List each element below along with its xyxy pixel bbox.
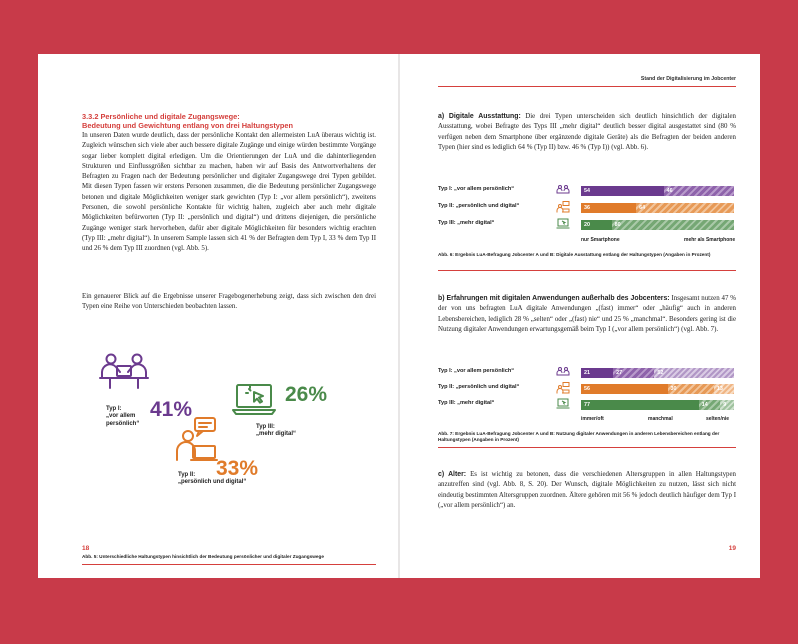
body-paragraph-1: In unseren Daten wurde deutlich, dass der persönliche Kontakt den allermeisten LuA überaus wichtig ist. Zugleich wünschen sich viele aber auch bessere digitale Zugänge und einige würden bestimmte Vorgänge sogar lieber komplett digital erledigen. Um die Orientierungen der LuA und die dahinterliegenden Strukturen und Einflussgrößen sichtbar zu machen, haben wir auf Basis des Antwortverhaltens der Befragten zu Fragen nach der Bedeutung persönlicher und digitaler Zugangswege drei Typen gebildet. Mit diesen Typen fassen wir erstens Personen zusammen, die die Bedeutung persönlicher Zugangswege betonen und digitale Möglichkeiten weniger stark gewichten (Typ I: „vor allem persönlich“), zweitens Personen, die sowohl persönliche Kontakte für wichtig halten, zugleich aber auch mehr digitale Möglichkeiten befürworten (Typ II: „persönlich und digital“) und drittens diejenigen, die persönliche Zugänge weniger stark hervorheben, dafür aber digitale Möglichkeiten für besonders wichtig erachten (Typ III: „mehr digital“). In unserem Sample lassen sich 41 % der Befragten dem Typ I, 33 % dem Typ II und 26 % dem Typ III zuordnen (vgl. Abb. 5). [82, 132, 376, 253]
chart7-bar [581, 400, 734, 410]
chart7-bar-segment: 56 [581, 384, 668, 394]
chart6-bar [581, 203, 734, 213]
chart6-bar [581, 186, 734, 196]
section-b-label: b) Erfahrungen mit digitalen Anwendungen außerhalb des Jobcenters: [438, 295, 670, 302]
chart7-category-label: Typ I: „vor allem persönlich“ [438, 368, 515, 374]
person-chat-icon [556, 201, 570, 213]
chart6-row-typ1 [438, 184, 734, 196]
section-b-body: Insgesamt nutzen 47 % der von uns befragten LuA digitale Anwendungen „(fast) immer“ oder „häufig“ auch in anderen Lebensbereichen, lediglich 28 % „selten“ oder „(fast) nie“ und 25 % „manchmal“. Besonders gering ist die Nutzung digitaler Anwendungen erwartungsgemäß beim Typ I („vor allem persönlich“) (vgl. Abb. 7). [438, 295, 737, 333]
chart7-row-typ1 [438, 366, 734, 378]
section-heading-line2: Bedeutung und Gewichtung entlang von drei Haltungstypen [82, 121, 294, 131]
chart7-bar [581, 368, 734, 378]
chart6-row-typ3 [438, 218, 734, 230]
chart7-legend-0: immer/oft [581, 416, 604, 422]
figure-6-caption: Abb. 6: Ergebnis LuA-Befragung Jobcenter A und B: Digitale Ausstattung entlang der Haltungstypen (Angaben in Prozent) [438, 252, 711, 257]
type3-label [256, 424, 296, 439]
chart7-bar [581, 384, 734, 394]
type3-label-b: „mehr digital“ [256, 431, 297, 438]
type1-percent: 41% [150, 398, 193, 421]
laptop-cursor-icon [556, 218, 570, 230]
section-a-body: Die drei Typen unterscheiden sich deutlich hinsichtlich der digitalen Ausstattung, wobei Befragte des Typs III „mehr digital“ deutlich besser digital ausgestattet sind (80 % verfügen neben dem Smartphone über ergänzende digitale Geräte) als die Befragten der beiden anderen Typen (hier sind es lediglich 64 % (Typ II) bzw. 46 % (Typ I)) (vgl. Abb. 6). [438, 113, 736, 151]
chart6-bar-segment: 20 [581, 220, 612, 230]
right-page [400, 54, 760, 578]
figure-5-caption: Abb. 5: Unterschiedliche Haltungstypen hinsichtlich der Bedeutung persönlicher und digitaler Zugangswege [82, 554, 324, 559]
chart6-legend-1: mehr als Smartphone [684, 237, 736, 243]
caption7-rule [438, 447, 736, 448]
left-page [38, 54, 398, 578]
person-chat-icon [556, 382, 570, 394]
chart7-row-typ3 [438, 398, 734, 410]
chart7-bar-segment: 14 [699, 400, 720, 410]
section-heading-line1: 3.3.2 Persönliche und digitale Zugangswege: [82, 112, 240, 121]
page-number-left: 18 [82, 545, 90, 552]
chart7-legend-2: selten/nie [706, 416, 730, 422]
meeting-people-icon [556, 184, 570, 196]
type2-label-a: Typ II: [178, 472, 196, 478]
chart6-category-label: Typ III: „mehr digital“ [438, 220, 495, 226]
chart7-bar-segment: 27 [613, 368, 654, 378]
section-a-text [438, 112, 736, 153]
chart7-category-label: Typ III: „mehr digital“ [438, 400, 495, 406]
meeting-people-icon [98, 350, 150, 390]
chart6-row-typ2 [438, 201, 734, 213]
chart6-category-label: Typ I: „vor allem persönlich“ [438, 186, 515, 192]
chart7-bar-segment: 77 [581, 400, 699, 410]
person-chat-icon [175, 416, 219, 462]
section-heading [82, 112, 376, 131]
chart7-bar-segment: 52 [654, 368, 734, 378]
laptop-cursor-icon [556, 398, 570, 410]
caption-rule [82, 564, 376, 565]
chart7-category-label: Typ II: „persönlich und digital“ [438, 384, 520, 390]
type3-percent: 26% [285, 383, 328, 406]
figure-7-caption: Abb. 7: Ergebnis LuA-Befragung Jobcenter A und B: Nutzung digitaler Anwendungen in anderen Lebensbereichen entlang der Haltungstypen (Angaben in Prozent) [438, 431, 720, 442]
running-head-rule [438, 86, 736, 87]
chart6-bar-segment: 64 [636, 203, 734, 213]
chart6-bar-segment: 80 [612, 220, 734, 230]
chart7-legend-1: manchmal [648, 416, 673, 422]
type1-label-b: „vor allem [106, 413, 136, 420]
chart6-bar [581, 220, 734, 230]
laptop-cursor-icon [232, 382, 276, 416]
figure-5 [82, 344, 376, 494]
chart6-bar-segment: 46 [664, 186, 734, 196]
section-b-text [438, 294, 736, 335]
chart7-bar-segment: 30 [668, 384, 714, 394]
chart-abb7 [438, 366, 736, 436]
type3-label-a: Typ III: [256, 424, 275, 430]
section-c-label: c) Alter: [438, 471, 467, 478]
chart7-bar-segment: 21 [581, 368, 613, 378]
chart7-row-typ2 [438, 382, 734, 394]
chart6-category-label: Typ II: „persönlich und digital“ [438, 203, 520, 209]
type2-label-b: „persönlich und digital“ [178, 479, 247, 486]
section-c-text [438, 470, 736, 511]
type1-label-c: persönlich“ [106, 420, 140, 427]
type1-label [106, 406, 139, 428]
chart6-bar-segment: 36 [581, 203, 636, 213]
chart6-legend-0: nur Smartphone [581, 237, 620, 243]
meeting-people-icon [556, 366, 570, 378]
caption6-rule [438, 270, 736, 271]
type2-percent: 33% [216, 457, 259, 480]
chart7-bar-segment: 13 [714, 384, 734, 394]
type1-label-a: Typ I: [106, 406, 122, 412]
running-head: Stand der Digitalisierung im Jobcenter [640, 76, 736, 82]
body-paragraph-2: Ein genauerer Blick auf die Ergebnisse unserer Fragebogenerhebung zeigt, dass sich zwischen den drei Typen eine Reihe von Unterschieden beobachten lassen. [82, 293, 376, 311]
page-number-right: 19 [728, 545, 736, 552]
chart7-bar-segment: 9 [720, 400, 734, 410]
section-a-label: a) Digitale Ausstattung: [438, 113, 521, 120]
section-c-body: Es ist wichtig zu betonen, dass die verschiedenen Altersgruppen in allen Haltungstypen anzutreffen sind (vgl. Abb. 8, S. 20). Der Wunsch, digitale Möglichkeiten zu nutzen, lässt sich nicht eindeutig bestimmten Altersgruppen zuordnen. Ältere gehören mit 56 % jedoch deutlich häufiger dem Typ I („vor allem persönlich“) an. [438, 471, 736, 509]
chart6-bar-segment: 54 [581, 186, 664, 196]
